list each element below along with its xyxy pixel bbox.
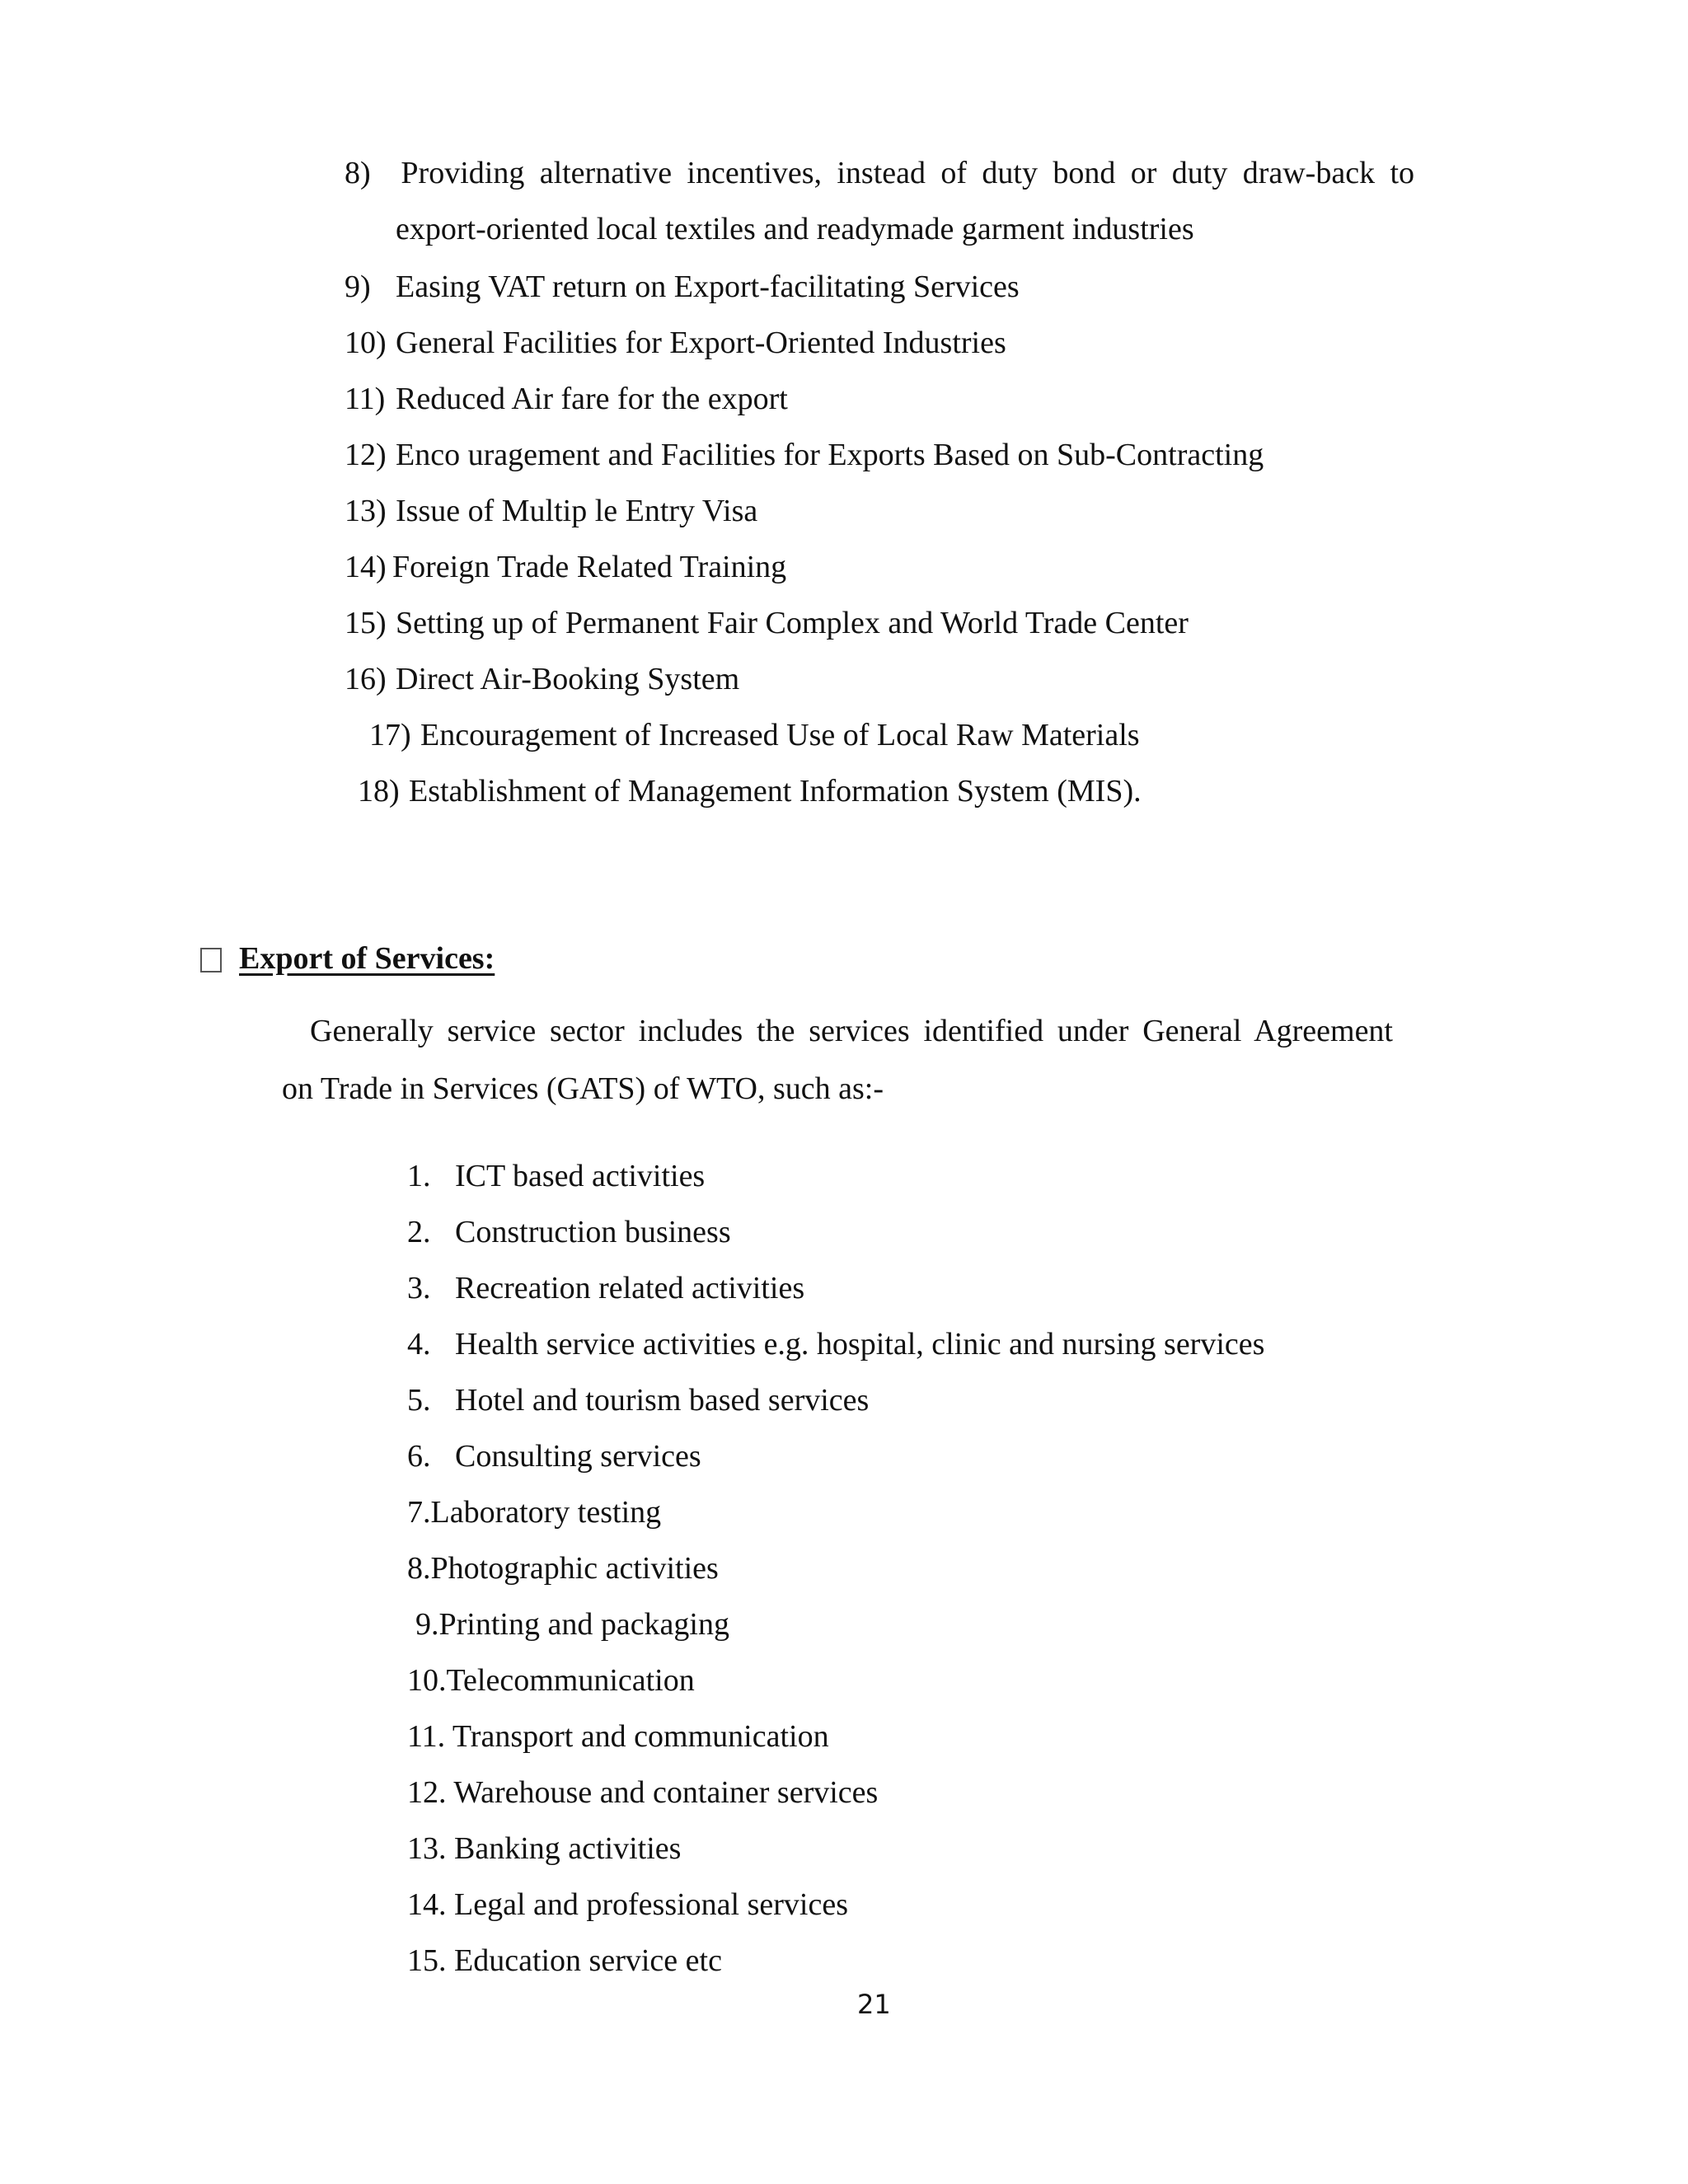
intro-line-1: Generally service sector includes the services identified under General Agreement bbox=[310, 1014, 1393, 1048]
list-item-number: 8. bbox=[407, 1551, 431, 1586]
list-item-number: 11. bbox=[407, 1719, 446, 1754]
list-item-text: Reduced Air fare for the export bbox=[396, 382, 788, 416]
list-item-text: Enco uragement and Facilities for Exports Based on Sub-Contracting bbox=[396, 438, 1264, 472]
list-item-number: 14. bbox=[407, 1887, 447, 1922]
list-item bbox=[415, 1605, 729, 1643]
list-item bbox=[407, 1381, 869, 1419]
list-item bbox=[407, 1718, 829, 1755]
list-item-number: 15) bbox=[345, 606, 387, 640]
list-item-text: General Facilities for Export-Oriented Industries bbox=[396, 326, 1006, 360]
list-item-text: Hotel and tourism based services bbox=[455, 1383, 870, 1418]
list-item bbox=[345, 660, 739, 698]
list-item bbox=[407, 1549, 719, 1587]
list-item-text: Consulting services bbox=[455, 1439, 701, 1474]
list-item bbox=[407, 1661, 695, 1699]
list-item-number: 12) bbox=[345, 438, 387, 472]
list-item-number: 10) bbox=[345, 326, 387, 360]
list-item bbox=[345, 436, 1264, 474]
list-item-number: 6. bbox=[407, 1439, 431, 1474]
list-item-text: Issue of Multip le Entry Visa bbox=[396, 494, 758, 528]
list-item bbox=[407, 1830, 681, 1868]
list-item-number: 17) bbox=[369, 718, 411, 752]
list-item-text: Telecommunication bbox=[446, 1663, 695, 1698]
list-item-number: 15. bbox=[407, 1943, 447, 1978]
list-item-text: Providing alternative incentives, instead of duty bond or duty draw-back to bbox=[401, 156, 1415, 190]
list-item bbox=[407, 1437, 701, 1475]
list-item-continuation: export-oriented local textiles and readymade garment industries bbox=[396, 212, 1194, 246]
list-item-text: Education service etc bbox=[454, 1943, 722, 1978]
list-item-text: Health service activities e.g. hospital, clinic and nursing services bbox=[455, 1327, 1265, 1361]
list-item-number: 14) bbox=[345, 550, 387, 584]
list-item-text: Warehouse and container services bbox=[453, 1775, 879, 1810]
list-item bbox=[407, 1886, 848, 1924]
list-item-text: Banking activities bbox=[454, 1831, 682, 1866]
list-item-number: 2. bbox=[407, 1215, 431, 1249]
list-item-number: 8) bbox=[345, 156, 371, 190]
intro-line-2: on Trade in Services (GATS) of WTO, such as:- bbox=[282, 1071, 884, 1106]
list-item-number: 3. bbox=[407, 1271, 431, 1305]
list-item-text: Legal and professional services bbox=[454, 1887, 848, 1922]
list-item-number: 18) bbox=[358, 774, 400, 808]
list-item-number: 13. bbox=[407, 1831, 447, 1866]
list-item bbox=[407, 1213, 731, 1251]
list-item-text: Establishment of Management Information System (MIS). bbox=[409, 774, 1142, 808]
list-item-number: 1. bbox=[407, 1159, 431, 1193]
list-item-text: Photographic activities bbox=[430, 1551, 719, 1586]
list-item-text: ICT based activities bbox=[455, 1159, 706, 1193]
list-item bbox=[407, 1942, 722, 1980]
list-item-number: 4. bbox=[407, 1327, 431, 1361]
list-item bbox=[407, 1157, 705, 1195]
list-item bbox=[345, 604, 1189, 642]
list-item bbox=[407, 1774, 878, 1811]
list-item-text: Laboratory testing bbox=[430, 1495, 662, 1530]
list-item-number: 13) bbox=[345, 494, 387, 528]
list-item-text: Easing VAT return on Export-facilitating Services bbox=[396, 269, 1020, 304]
list-item-number: 10. bbox=[407, 1663, 447, 1698]
list-item bbox=[345, 380, 788, 418]
list-item bbox=[345, 154, 1414, 192]
list-item-number: 7. bbox=[407, 1495, 431, 1530]
list-item bbox=[345, 268, 1020, 306]
list-item bbox=[369, 716, 1140, 754]
list-item-text: Encouragement of Increased Use of Local Raw Materials bbox=[420, 718, 1140, 752]
list-item-text: Transport and communication bbox=[452, 1719, 829, 1754]
list-item-text: Printing and packaging bbox=[438, 1607, 729, 1642]
list-item bbox=[345, 492, 757, 530]
list-item-text: Foreign Trade Related Training bbox=[392, 550, 787, 584]
list-item-text: Recreation related activities bbox=[455, 1271, 805, 1305]
list-item bbox=[345, 324, 1006, 362]
section-heading: Export of Services: bbox=[239, 941, 495, 976]
list-item-number: 11) bbox=[345, 382, 386, 416]
list-item-number: 9) bbox=[345, 269, 371, 304]
list-item bbox=[407, 1269, 804, 1307]
list-item bbox=[345, 548, 786, 586]
list-item-text: Direct Air-Booking System bbox=[396, 662, 740, 696]
list-item bbox=[407, 1325, 1264, 1363]
list-item-number: 5. bbox=[407, 1383, 431, 1418]
list-item bbox=[407, 1493, 661, 1531]
list-item-number: 16) bbox=[345, 662, 387, 696]
list-item-text: Construction business bbox=[455, 1215, 731, 1249]
list-item-text: Setting up of Permanent Fair Complex and World Trade Center bbox=[396, 606, 1189, 640]
bullet-icon bbox=[200, 948, 222, 972]
page-number: 21 bbox=[857, 1989, 891, 2020]
list-item-number: 12. bbox=[407, 1775, 447, 1810]
list-item-number: 9. bbox=[415, 1607, 439, 1642]
list-item bbox=[358, 772, 1142, 810]
